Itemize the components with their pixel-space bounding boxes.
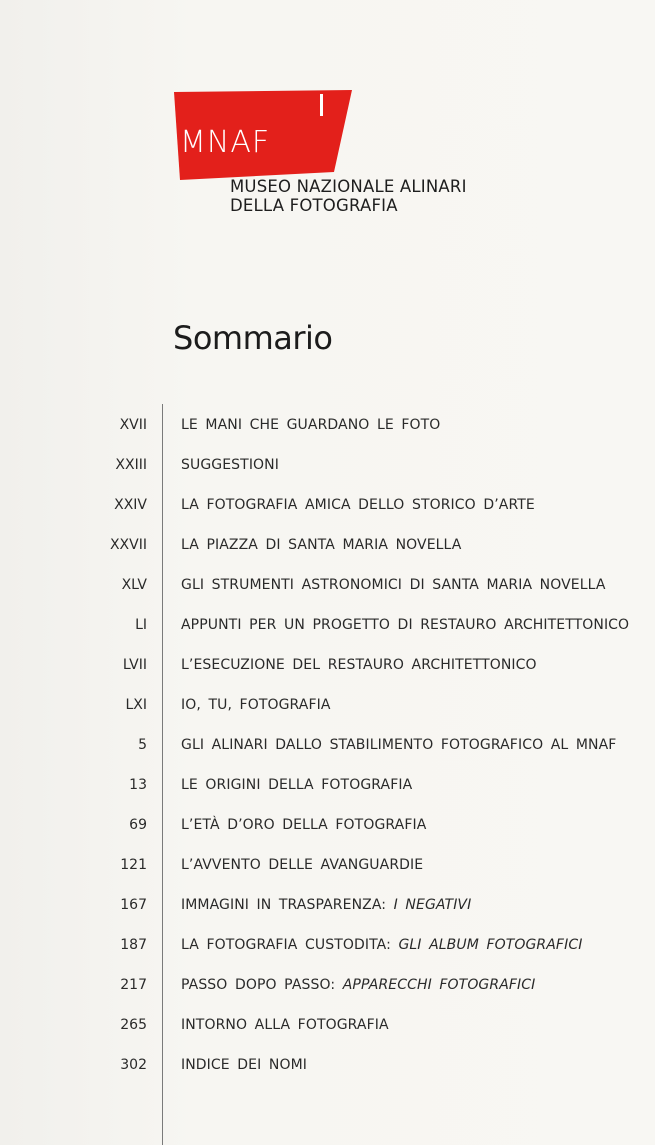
toc-entry-title: GLI STRUMENTI ASTRONOMICI DI SANTA MARIA NOVELLA [181,577,606,593]
toc-entry-title: LA FOTOGRAFIA AMICA DELLO STORICO D’ARTE [181,497,535,513]
logo-name-line2: DELLA FOTOGRAFIA [230,196,398,215]
toc-entry-title: INTORNO ALLA FOTOGRAFIA [181,1017,389,1033]
toc-entry [0,455,655,495]
toc-entry [0,415,655,455]
toc-page-number: XVII [119,417,147,433]
toc-entry [0,775,655,815]
toc-entry-title: IMMAGINI IN TRASPARENZA: I NEGATIVI [181,897,472,913]
toc-page-number: 69 [129,817,147,833]
toc-entry [0,815,655,855]
toc-entry [0,535,655,575]
toc-entry [0,895,655,935]
toc-entry [0,855,655,895]
toc-entry [0,495,655,535]
toc-entry [0,1055,655,1095]
toc-page-number: 121 [120,857,147,873]
toc-entry-title: L’ETÀ D’ORO DELLA FOTOGRAFIA [181,817,427,833]
toc-entry-title: APPUNTI PER UN PROGETTO DI RESTAURO ARCHITETTONICO [181,617,630,633]
toc-page-number: XXVII [109,537,147,553]
toc-page-number: LVII [122,657,147,673]
toc-entry-title: L’AVVENTO DELLE AVANGUARDIE [181,857,424,873]
toc-entry [0,975,655,1015]
toc-entry [0,935,655,975]
toc-entry-title: LE ORIGINI DELLA FOTOGRAFIA [181,777,413,793]
toc-entry [0,695,655,735]
toc-entry-title: LA PIAZZA DI SANTA MARIA NOVELLA [181,537,462,553]
toc-entry-title: INDICE DEI NOMI [181,1057,307,1073]
toc-page-number: 187 [120,937,147,953]
toc-page-number: 217 [120,977,147,993]
toc-entry-title: L’ESECUZIONE DEL RESTAURO ARCHITETTONICO [181,657,537,673]
toc-entry-title: SUGGESTIONI [181,457,279,473]
toc-entry-title: LE MANI CHE GUARDANO LE FOTO [181,417,441,433]
page-title: Sommario [173,319,333,357]
logo-name-line1: MUSEO NAZIONALE ALINARI [230,177,467,196]
toc-page-number: LXI [125,697,147,713]
toc-page-number: 265 [120,1017,147,1033]
toc-entry [0,655,655,695]
toc-page-number: 302 [120,1057,147,1073]
toc-entry-title: GLI ALINARI DALLO STABILIMENTO FOTOGRAFICO AL MNAF [181,737,617,753]
toc-entry [0,1015,655,1055]
toc-page-number: LI [135,617,147,633]
toc-page-number: 13 [129,777,147,793]
toc-page-number: XLV [121,577,147,593]
toc-page-number: XXIII [115,457,147,473]
toc-entry-title: LA FOTOGRAFIA CUSTODITA: GLI ALBUM FOTOGRAFICI [181,937,583,953]
table-of-contents [0,415,655,1095]
toc-entry [0,735,655,775]
logo-acronym: MNAF [180,125,271,160]
toc-entry-title: IO, TU, FOTOGRAFIA [181,697,331,713]
mnaf-logo [174,90,467,220]
toc-entry [0,575,655,615]
toc-page-number: 167 [120,897,147,913]
toc-entry [0,615,655,655]
toc-entry-title: PASSO DOPO PASSO: APPARECCHI FOTOGRAFICI [181,977,536,993]
toc-page-number: XXIV [114,497,147,513]
toc-page-number: 5 [138,737,147,753]
